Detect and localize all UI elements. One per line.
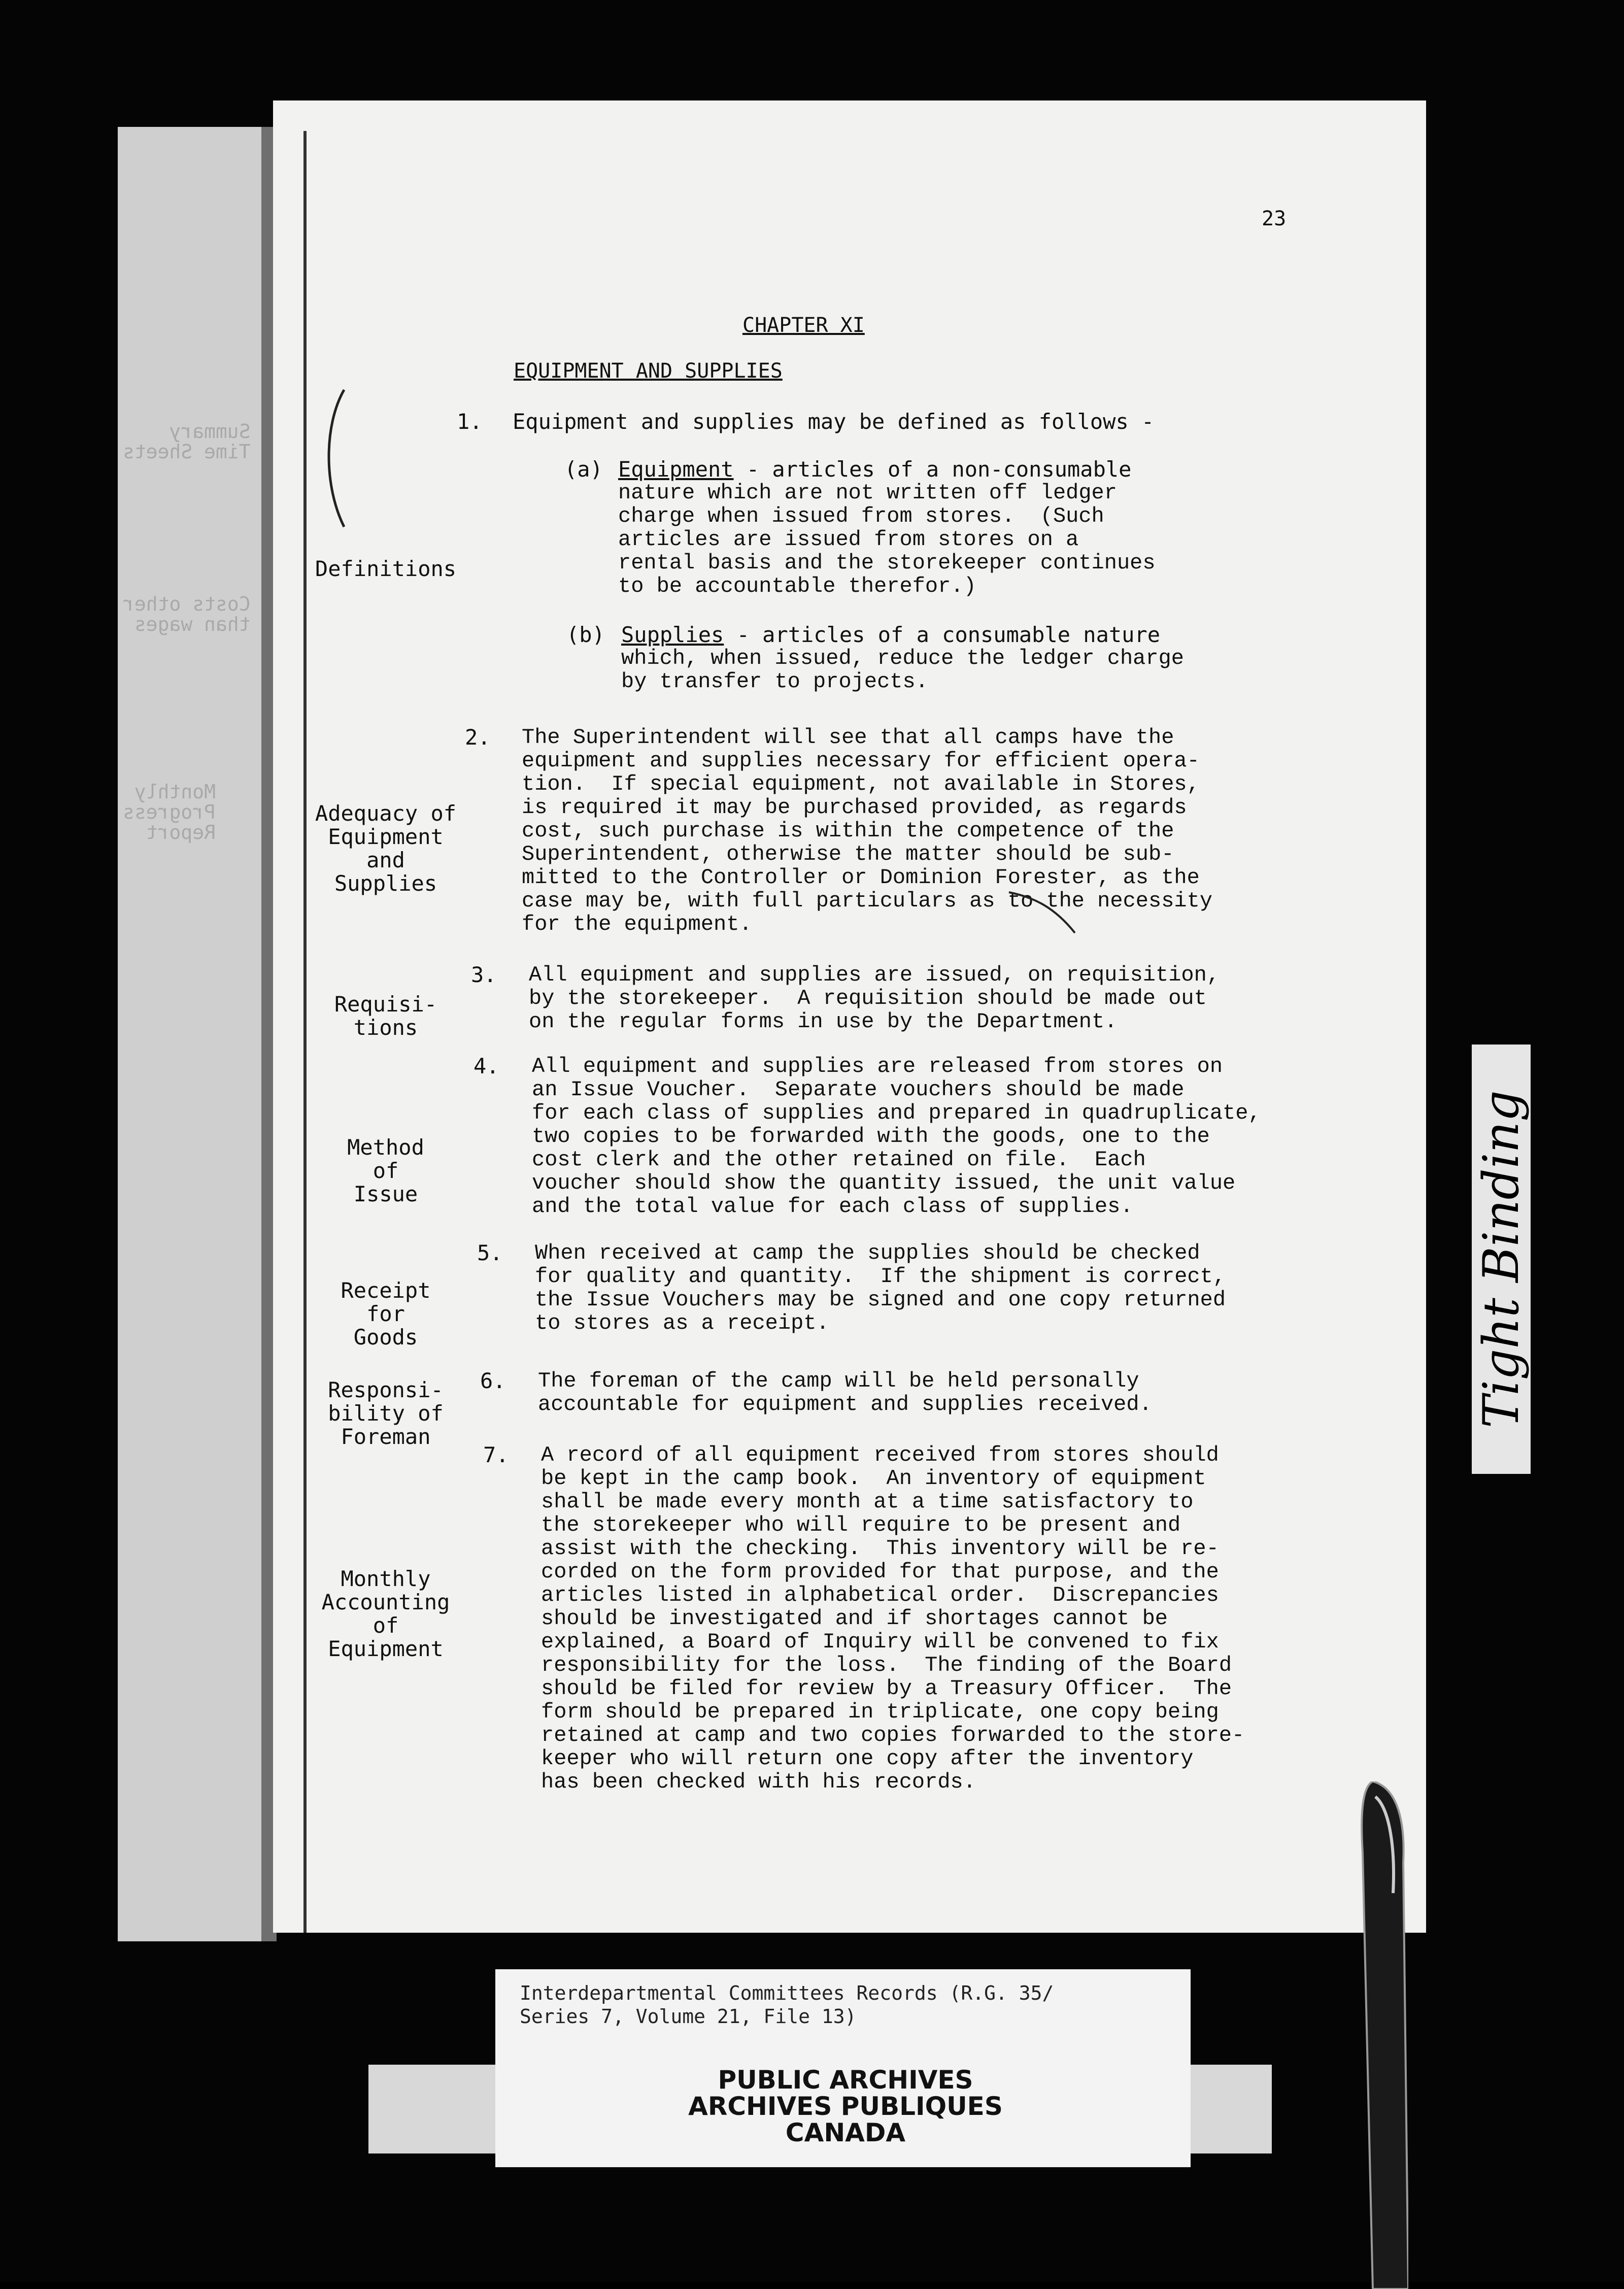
- paragraph-text: When received at camp the supplies should be checked for quality and quantity. If the shipment is correct, the Issue Vouchers may be signed and one copy returned to stores as a receipt.: [535, 1241, 1226, 1335]
- paragraph-number: 5.: [477, 1240, 503, 1265]
- paragraph-number: 2.: [465, 725, 491, 750]
- side-heading: Definitions: [315, 556, 457, 581]
- paragraph-text: The Superintendent will see that all camps have the equipment and supplies necessary for efficient opera- tion. If special equipment, not available in Stores, is required it may be purchased provided, as regards cost, such purchase is within the competence of the Superintendent, otherwise the matter should be sub- mitted to the Controller or Dominion Forester, as the case may be, with full particulars as to the necessity for the equipment.: [522, 725, 1213, 936]
- facing-page-ghost-text: Costs other than wages: [123, 593, 251, 635]
- paragraph-number: 6.: [480, 1368, 506, 1393]
- facing-page-ghost-text: Monthly Progress Report: [123, 781, 216, 844]
- paragraph-number: 4.: [473, 1054, 499, 1079]
- definition-label: (b): [566, 622, 605, 647]
- side-heading: Responsi- bility of Foreman: [328, 1377, 444, 1449]
- binding-tab: [1472, 1045, 1531, 1474]
- definition-body: nature which are not written off ledger charge when issued from stores. (Such articles are issued from stores on a rental basis and the storekeeper continues to be accountable therefor.): [618, 481, 1156, 598]
- definition-text: - articles of a non-consumable: [733, 457, 1132, 482]
- section-title: EQUIPMENT AND SUPPLIES: [514, 359, 783, 383]
- definition-first-line: [618, 458, 1131, 481]
- facing-page: [118, 127, 270, 1941]
- side-heading: Method of Issue: [347, 1135, 424, 1206]
- paragraph-text: All equipment and supplies are released from stores on an Issue Voucher. Separate vouchers should be made for each class of supplies and prepared in quadruplicate, two copies to be forwarded with the goods, one to the cost clerk and the other retained on file. Each voucher should show the quantity issued, the unit value and the total value for each class of supplies.: [532, 1054, 1261, 1219]
- paragraph-text: All equipment and supplies are issued, on requisition, by the storekeeper. A requisition should be made out on the regular forms in use by the Department.: [529, 963, 1220, 1034]
- chapter-heading: CHAPTER XI: [742, 314, 865, 337]
- side-heading: Monthly Accounting of Equipment: [321, 1566, 450, 1661]
- pencil-bracket-mark: [314, 385, 395, 588]
- definition-body: which, when issued, reduce the ledger charge by transfer to projects.: [621, 646, 1184, 694]
- definition-first-line: [621, 623, 1160, 647]
- paragraph-intro: Equipment and supplies may be defined as follows -: [513, 409, 1155, 434]
- definition-label: (a): [564, 457, 603, 482]
- paragraph-text: The foreman of the camp will be held personally accountable for equipment and supplies received.: [538, 1369, 1152, 1417]
- archives-stamp-line: ARCHIVES PUBLIQUES: [688, 2092, 1003, 2121]
- binding-tab-text: Tight Binding: [1473, 1090, 1530, 1428]
- pencil-check-mark: [1004, 882, 1105, 938]
- paragraph-text: A record of all equipment received from stores should be kept in the camp book. An inventory of equipment shall be made every month at a time satisfactory to the storekeeper who will require to be present and assist with the checking. This inventory will be re- corded on the form provided for that purpose, and the articles listed in alphabetical order. Discrepancies should be investigated and if shortages cannot be explained, a Board of Inquiry will be convened to fix responsibility for the loss. The finding of the Board should be filed for review by a Treasury Officer. The form should be prepared in triplicate, one copy being retained at camp and two copies forwarded to the store- keeper who will return one copy after the inventory has been checked with his records.: [541, 1443, 1245, 1794]
- archives-stamp: [505, 2067, 1186, 2146]
- archives-stamp-line: CANADA: [785, 2118, 906, 2147]
- definition-term: Supplies: [621, 622, 724, 647]
- side-heading: Receipt for Goods: [341, 1278, 431, 1350]
- paragraph-number: 3.: [471, 962, 497, 987]
- side-heading: Adequacy of Equipment and Supplies: [315, 801, 457, 896]
- page-number: 23: [1262, 207, 1287, 230]
- facing-page-ghost-text: Summary Time Sheets: [123, 420, 251, 463]
- pen-icon: [1352, 1781, 1408, 2289]
- record-reference: Interdepartmental Committees Records (R.G. 35/ Series 7, Volume 21, File 13): [520, 1982, 1054, 2028]
- archives-stamp-line: PUBLIC ARCHIVES: [718, 2065, 973, 2095]
- definition-text: - articles of a consumable nature: [724, 622, 1161, 647]
- paragraph-number: 1.: [457, 409, 483, 434]
- document-page: [273, 100, 1426, 1933]
- definition-term: Equipment: [618, 457, 734, 482]
- paragraph-number: 7.: [483, 1442, 509, 1467]
- side-heading: Requisi- tions: [334, 992, 437, 1040]
